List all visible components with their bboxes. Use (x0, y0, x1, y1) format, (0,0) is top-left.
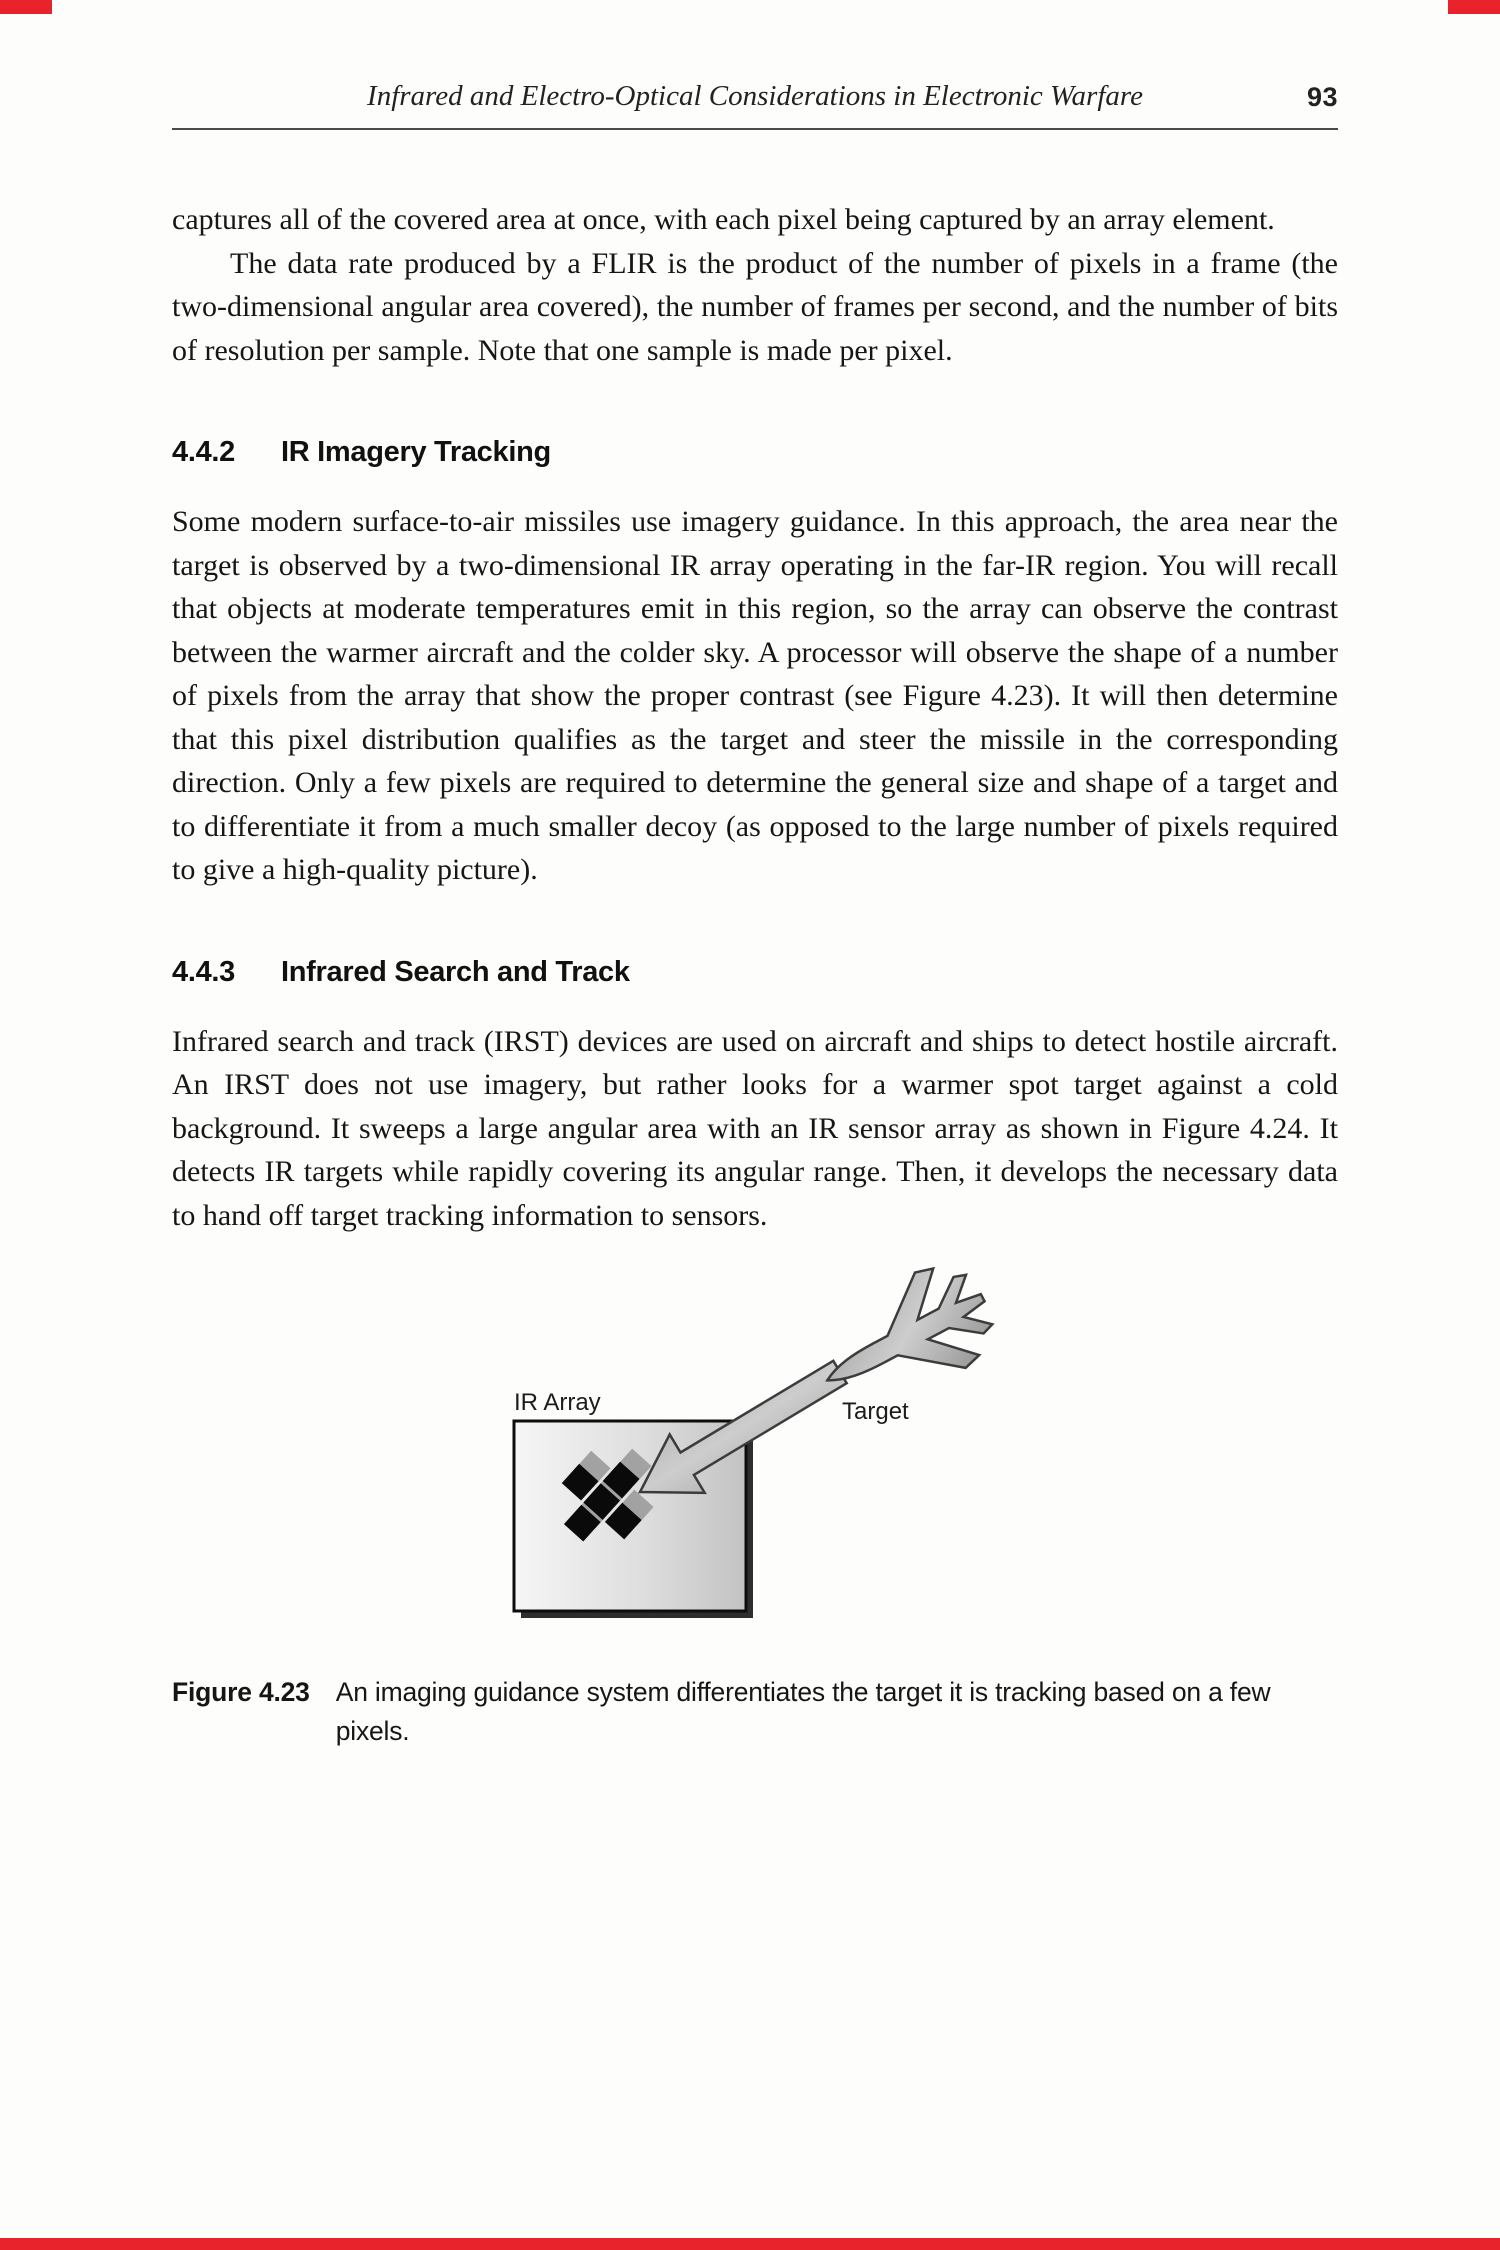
figure-caption-label: Figure 4.23 (172, 1677, 310, 1707)
section-number: 4.4.2 (172, 436, 235, 468)
ir-array-label: IR Array (514, 1389, 601, 1416)
target-label: Target (842, 1398, 909, 1425)
scan-mark-top-right (1448, 0, 1500, 14)
diagram-canvas (340, 1267, 1000, 1627)
figure-caption (172, 1673, 1338, 1751)
figure-4-23 (172, 1267, 1338, 1751)
section-title: IR Imagery Tracking (281, 436, 551, 468)
page-number: 93 (1306, 82, 1338, 112)
intro-paragraph-2: The data rate produced by a FLIR is the product of the number of pixels in a frame (the two-dimensional angular area covered), the number of frames per second, and the number of bits of resolution per sample. Note that one sample is made per pixel. (172, 246, 1338, 367)
scan-mark-bottom-bar (0, 2238, 1500, 2250)
header-rule (172, 128, 1338, 130)
ir-tracking-diagram (340, 1267, 1000, 1627)
section-heading-4-4-3 (172, 954, 1338, 990)
section-4-4-2-paragraph: Some modern surface-to-air missiles use imagery guidance. In this approach, the area near the target is observed by a two-dimensional IR array operating in the far-IR region. You will recall that objects at moderate temperatures emit in this region, so the array can observe the contrast between the warmer aircraft and the colder sky. A processor will observe the shape of a number of pixels from the array that show the proper contrast (see Figure 4.23). It will then determine that this pixel distribution qualifies as the target and steer the missile in the corresponding direction. Only a few pixels are required to determine the general size and shape of a target and to differentiate it from a much smaller decoy (as opposed to the large number of pixels required to give a high-quality picture). (172, 505, 1338, 886)
body-text (172, 198, 1338, 1751)
scan-mark-top-left (0, 0, 52, 14)
section-title: Infrared Search and Track (281, 955, 630, 988)
section-4-4-3-paragraph: Infrared search and track (IRST) devices are used on aircraft and ships to detect hostile aircraft. An IRST does not use imagery, but rather looks for a warmer spot target against a cold background. It sweeps a large angular area with an IR sensor array as shown in Figure 4.24. It detects IR targets while rapidly covering its angular range. Then, it develops the necessary data to hand off target tracking information to sensors. (172, 1024, 1338, 1232)
page-content (172, 78, 1338, 1751)
intro-paragraph-1: captures all of the covered area at once, with each pixel being captured by an array element. (172, 203, 1275, 236)
running-header (172, 78, 1338, 130)
section-number: 4.4.3 (172, 955, 235, 988)
section-heading-4-4-2 (172, 434, 1338, 470)
figure-caption-text: An imaging guidance system differentiates the target it is tracking based on a few pixels. (335, 1677, 1271, 1746)
running-head-title: Infrared and Electro-Optical Considerations in Electronic Warfare (367, 80, 1143, 112)
